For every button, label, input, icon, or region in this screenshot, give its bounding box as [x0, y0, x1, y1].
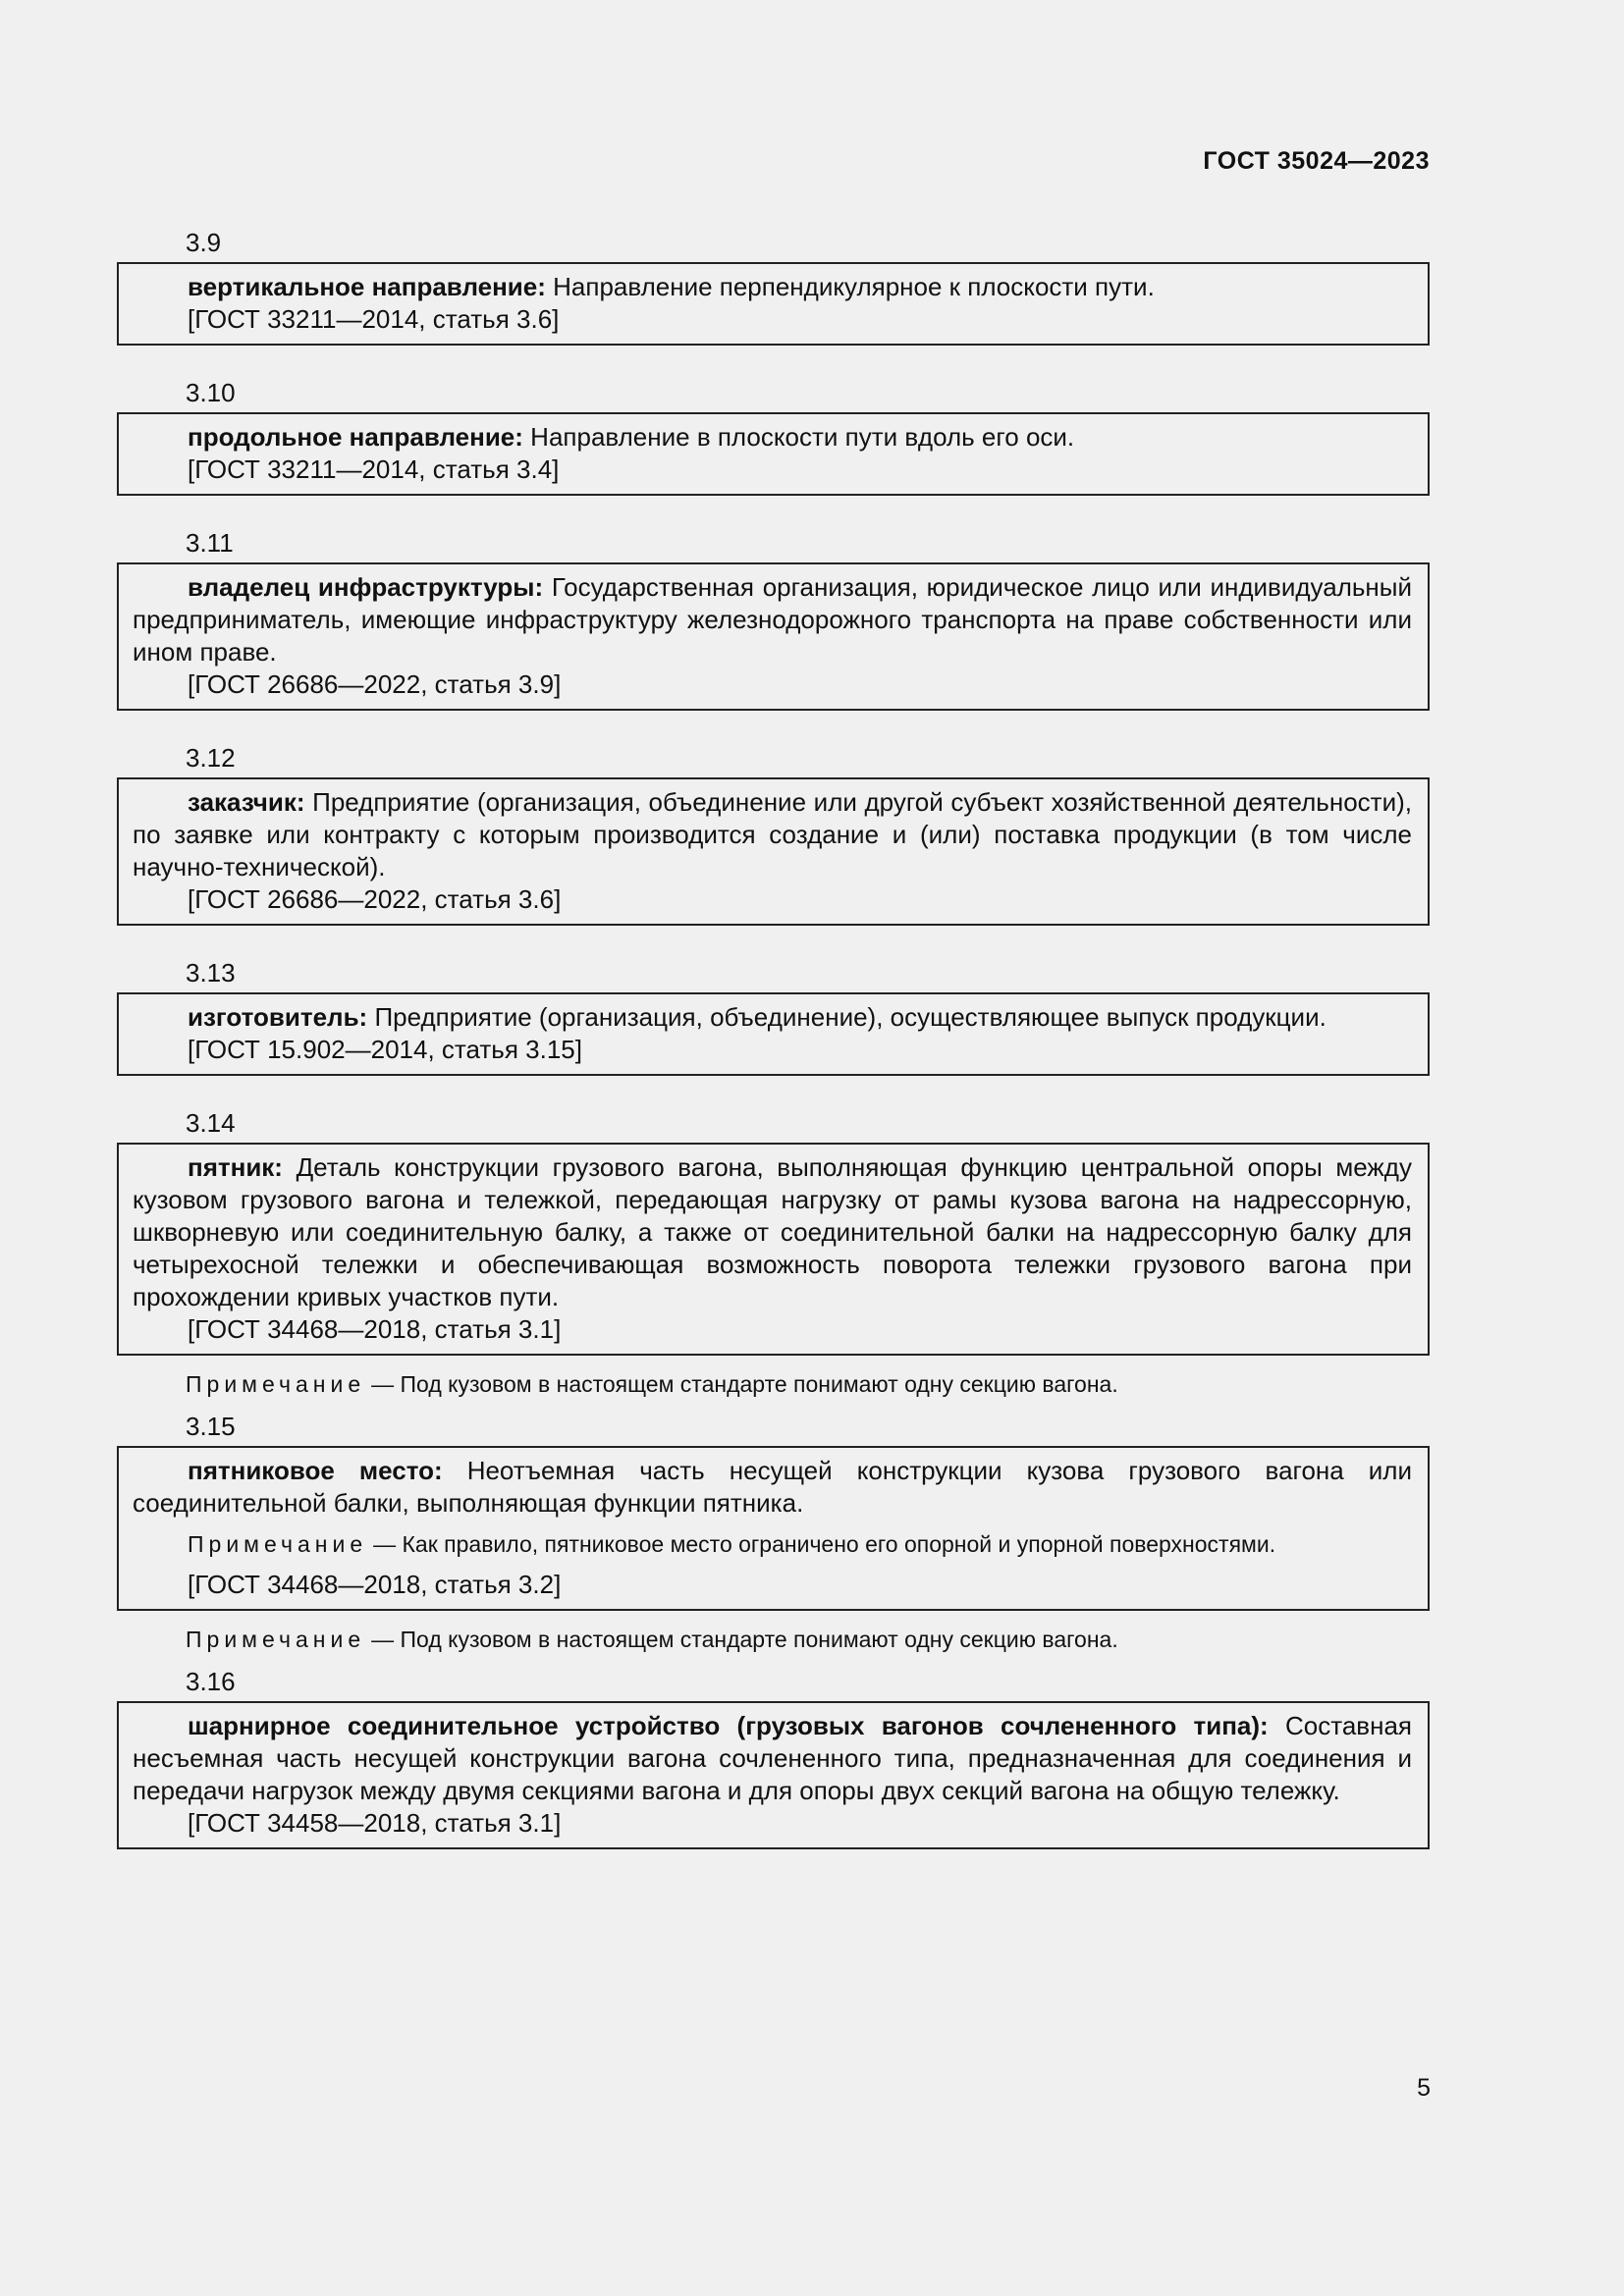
term-definition-box: [117, 992, 1430, 1076]
term-definition-box: [117, 1143, 1430, 1356]
term-definition-box: [117, 262, 1430, 346]
term-word: заказчик:: [188, 787, 305, 817]
term-number: 3.12: [186, 743, 236, 773]
term-definition: Предприятие (организация, объединение или другой субъект хозяйственной деятельности), по заявке или контракту с которым производится создание и (или) поставка продукции (в том числе научно-технической).: [133, 787, 1412, 881]
note: [186, 1625, 1430, 1654]
term-definition: Государственная организация, юридическое лицо или индивидуальный предприниматель, имеющие инфраструктуру железнодорожного транспорта на праве собственности или ином праве.: [133, 572, 1413, 667]
term-number: 3.9: [186, 228, 222, 257]
term-number: 3.14: [186, 1108, 236, 1138]
inner-note: [188, 1529, 1412, 1559]
term-reference: [ГОСТ 33211—2014, статья 3.4]: [188, 454, 560, 484]
term-definition-box: [117, 1701, 1430, 1849]
note-label: Примечание: [186, 1371, 366, 1397]
term-number: 3.10: [186, 378, 236, 407]
term-reference: [ГОСТ 26686—2022, статья 3.9]: [188, 669, 562, 699]
note-text: — Как правило, пятниковое место ограничено его опорной и упорной поверхностями.: [373, 1531, 1276, 1557]
term-definition: Направление перпендикулярное к плоскости пути.: [553, 272, 1155, 301]
term-definition: Направление в плоскости пути вдоль его оси.: [530, 422, 1075, 452]
page-number: 5: [1417, 2074, 1431, 2102]
term-word: владелец инфраструктуры:: [188, 572, 544, 602]
term-definition-box: [117, 412, 1430, 496]
term-reference: [ГОСТ 33211—2014, статья 3.6]: [188, 304, 560, 334]
term-definition: Деталь конструкции грузового вагона, выполняющая функцию центральной опоры между кузовом грузового вагона и тележкой, передающая нагрузку от рамы кузова вагона на надрессорную, шкворневую или соединительную балку, а также от соединительной балки на надрессорную балку для четырехосной тележки и обеспечивающая возможность поворота тележки грузового вагона при прохождении кривых участков пути.: [133, 1152, 1412, 1311]
note-text: — Под кузовом в настоящем стандарте понимают одну секцию вагона.: [371, 1627, 1118, 1652]
term-number: 3.15: [186, 1412, 236, 1441]
term-reference: [ГОСТ 34458—2018, статья 3.1]: [188, 1808, 562, 1838]
term-definition: Неотъемная часть несущей конструкции кузова грузового вагона или соединительной балки, выполняющая функции пятника.: [133, 1456, 1412, 1518]
term-word: шарнирное соединительное устройство (грузовых вагонов сочлененного типа):: [188, 1711, 1269, 1740]
term-definition: Предприятие (организация, объединение), осуществляющее выпуск продукции.: [374, 1002, 1326, 1032]
term-number: 3.16: [186, 1667, 236, 1696]
term-reference: [ГОСТ 34468—2018, статья 3.2]: [188, 1570, 562, 1599]
term-definition-box: [117, 1446, 1430, 1611]
term-reference: [ГОСТ 34468—2018, статья 3.1]: [188, 1314, 562, 1344]
note-label: Примечание: [188, 1531, 368, 1557]
note-text: — Под кузовом в настоящем стандарте понимают одну секцию вагона.: [371, 1371, 1118, 1397]
term-word: продольное направление:: [188, 422, 523, 452]
note: [186, 1369, 1430, 1399]
term-word: пятник:: [188, 1152, 283, 1182]
term-definition: Составная несъемная часть несущей конструкции вагона сочлененного типа, предназначенная для соединения и передачи нагрузок между двумя секциями вагона и для опоры двух секций вагона на общую тележку.: [133, 1711, 1412, 1805]
term-word: вертикальное направление:: [188, 272, 546, 301]
terms-section: [117, 223, 1430, 1877]
note-label: Примечание: [186, 1627, 366, 1652]
term-reference: [ГОСТ 15.902—2014, статья 3.15]: [188, 1035, 582, 1064]
term-number: 3.11: [186, 528, 234, 558]
term-word: изготовитель:: [188, 1002, 368, 1032]
term-definition-box: [117, 777, 1430, 926]
term-reference: [ГОСТ 26686—2022, статья 3.6]: [188, 884, 562, 914]
document-header: ГОСТ 35024—2023: [1203, 147, 1430, 175]
term-definition-box: [117, 562, 1430, 711]
term-word: пятниковое место:: [188, 1456, 443, 1485]
term-number: 3.13: [186, 958, 236, 988]
